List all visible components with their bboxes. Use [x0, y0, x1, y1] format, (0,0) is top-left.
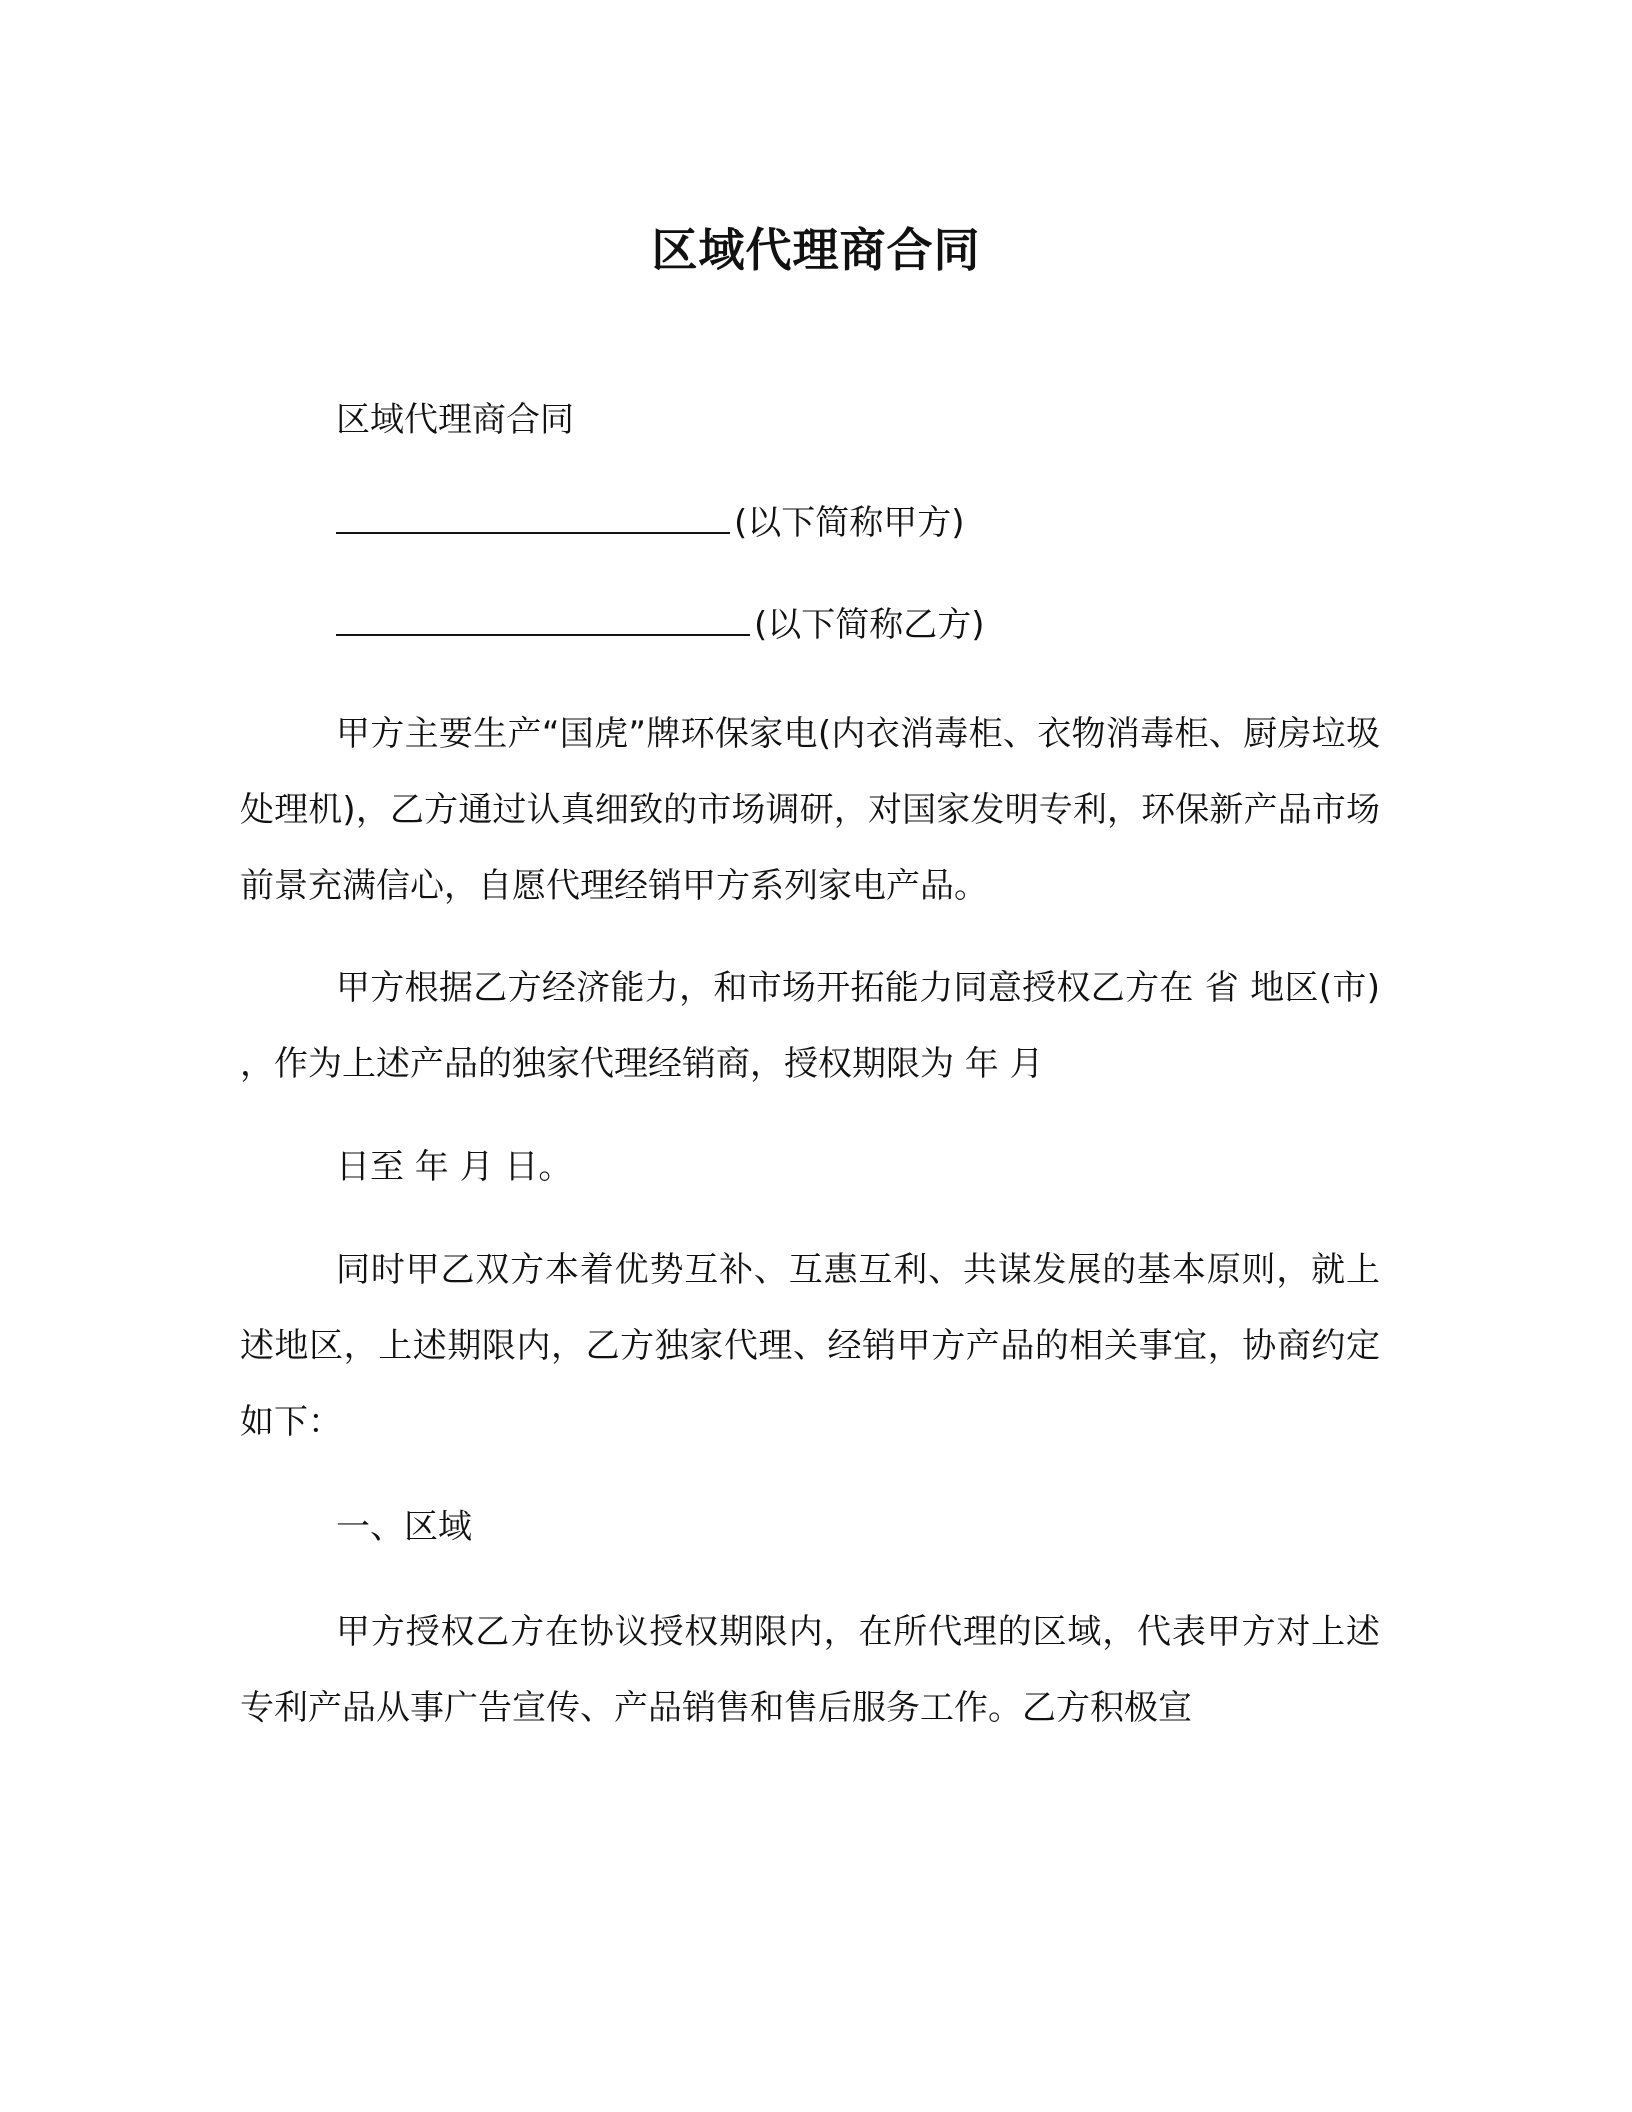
paragraph-intro: 甲方主要生产“国虎”牌环保家电(内衣消毒柜、衣物消毒柜、厨房垃圾处理机)，乙方通过认真细致的市场调研，对国家发明专利，环保新产品市场前景充满信心，自愿代理经销甲方系列家电产品。 — [240, 714, 1380, 906]
paragraph-date-range: 日至 年 月 日。 — [336, 1147, 573, 1187]
party-b-line — [336, 600, 985, 650]
party-a-line — [336, 498, 965, 548]
document-subtitle: 区域代理商合同 — [336, 400, 574, 440]
paragraph-authorization: 甲方根据乙方经济能力，和市场开拓能力同意授权乙方在 省 地区(市) ，作为上述产品的独家代理经销商，授权期限为 年 月 — [240, 968, 1380, 1084]
party-b-blank — [336, 600, 750, 636]
paragraph-principles: 同时甲乙双方本着优势互补、互惠互利、共谋发展的基本原则，就上述地区，上述期限内，乙方独家代理、经销甲方产品的相关事宜，协商约定如下： — [240, 1250, 1380, 1442]
section-heading-region: 一、区域 — [336, 1507, 472, 1547]
paragraph-region-terms: 甲方授权乙方在协议授权期限内，在所代理的区域，代表甲方对上述专利产品从事广告宣传、产品销售和售后服务工作。乙方积极宣 — [240, 1612, 1380, 1728]
party-b-label: (以下简称乙方) — [754, 605, 985, 645]
party-a-label: (以下简称甲方) — [734, 503, 965, 543]
document-title: 区域代理商合同 — [651, 223, 981, 277]
party-a-blank — [336, 498, 730, 534]
